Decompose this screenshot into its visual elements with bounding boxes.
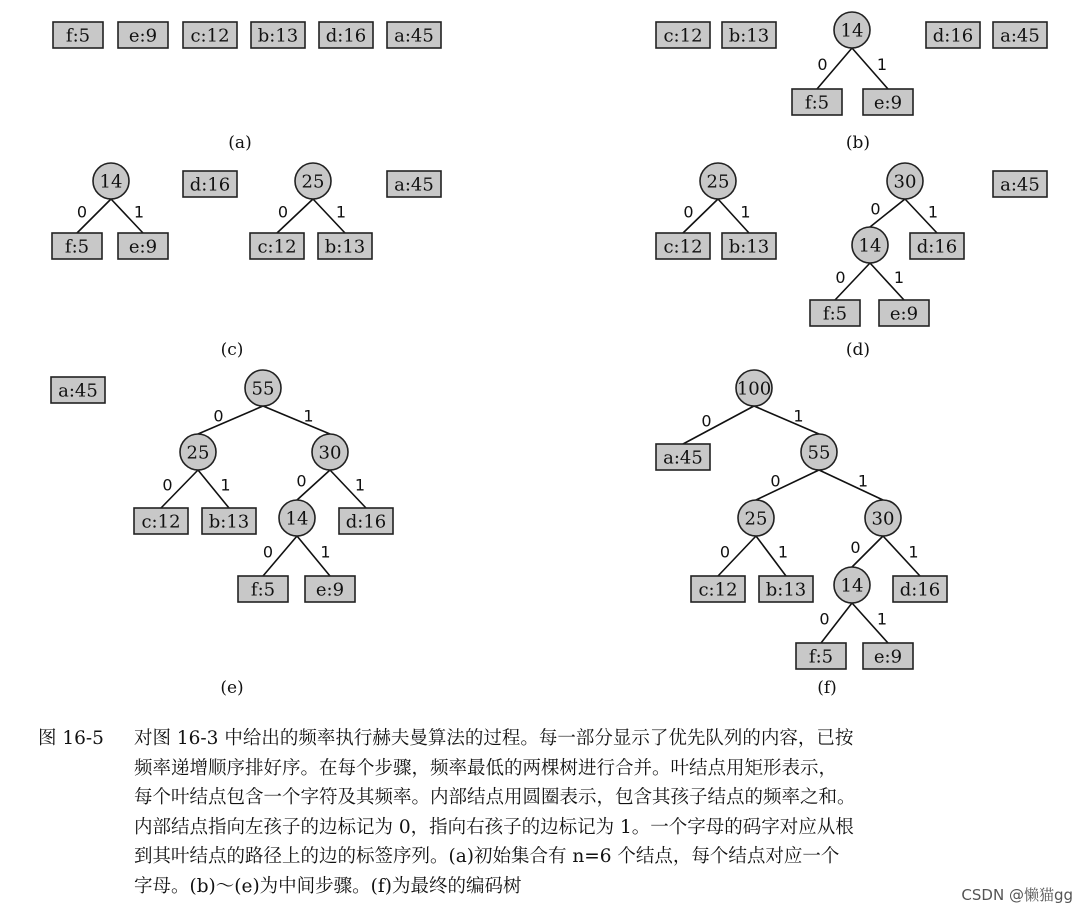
leaf-node	[993, 171, 1047, 197]
leaf-node	[251, 22, 305, 48]
leaf-node	[656, 233, 710, 259]
internal-node-label: 14	[840, 575, 864, 597]
leaf-node-label: e:9	[128, 236, 158, 258]
tree-edge	[819, 603, 852, 643]
leaf-node	[879, 300, 929, 326]
internal-node	[700, 163, 736, 199]
leaf-node	[993, 22, 1047, 48]
edge-label: 0	[76, 202, 88, 222]
edge-label: 0	[162, 475, 173, 495]
leaf-node	[759, 576, 813, 602]
leaf-node-label: c:12	[663, 25, 703, 47]
leaf-node-label: c:12	[663, 236, 703, 258]
leaf-node-label: f:5	[65, 25, 91, 47]
leaf-node-label: b:13	[324, 236, 366, 258]
leaf-node	[691, 576, 745, 602]
caption-line: 到其叶结点的路径上的边的标签序列。(a)初始集合有 n=6 个结点，每个结点对应一个	[134, 846, 840, 867]
leaf-node-label: f:5	[64, 236, 90, 258]
leaf-node-label: b:13	[728, 25, 770, 47]
edge-label: 1	[793, 406, 804, 426]
leaf-node	[910, 233, 964, 259]
tree-edge	[297, 536, 331, 576]
leaf-node-label: d:16	[345, 511, 387, 533]
leaf-node-label: b:13	[208, 511, 250, 533]
edge-label: 0	[817, 55, 828, 74]
internal-node-label: 55	[251, 378, 275, 400]
edge-label: 0	[277, 202, 289, 222]
internal-node-label: 25	[744, 508, 768, 530]
leaf-node	[118, 22, 168, 48]
internal-node	[887, 163, 923, 199]
internal-node	[295, 163, 331, 199]
internal-node	[93, 163, 129, 199]
leaf-node	[656, 22, 710, 48]
internal-node	[834, 12, 870, 48]
edge-label: 1	[777, 542, 789, 562]
leaf-node	[722, 233, 776, 259]
leaf-node-label: c:12	[698, 579, 738, 601]
edge-label: 1	[893, 268, 905, 287]
leaf-node-label: a:45	[1000, 174, 1040, 196]
edge-label: 0	[819, 609, 830, 629]
tree-edge	[905, 199, 938, 233]
leaf-node-label: d:16	[932, 25, 974, 47]
internal-node-label: 14	[858, 235, 882, 257]
edge-label: 1	[354, 475, 366, 495]
internal-node	[852, 227, 888, 263]
panel-b	[656, 12, 1047, 153]
tree-edge	[835, 263, 870, 300]
tree-edge	[817, 48, 852, 89]
internal-node-label: 30	[893, 171, 917, 193]
leaf-node-label: d:16	[325, 25, 367, 47]
edge-label: 1	[927, 202, 939, 222]
leaf-node	[926, 22, 980, 48]
tree-edge	[756, 470, 819, 500]
internal-node-label: 25	[301, 171, 325, 193]
edge-label: 1	[220, 475, 231, 495]
internal-node	[865, 500, 901, 536]
leaf-node-label: e:9	[873, 646, 903, 668]
internal-node	[736, 370, 772, 406]
leaf-node-label: e:9	[315, 579, 345, 601]
internal-node	[738, 500, 774, 536]
leaf-node	[52, 233, 102, 259]
internal-node	[801, 434, 837, 470]
leaf-node-label: f:5	[822, 303, 848, 325]
panel-label: (d)	[845, 340, 871, 360]
leaf-node-label: a:45	[394, 174, 434, 196]
panel-label: (b)	[845, 133, 871, 153]
leaf-node-label: e:9	[889, 303, 919, 325]
tree-edge	[313, 199, 346, 233]
caption-line: 内部结点指向左孩子的边标记为 0，指向右孩子的边标记为 1。一个字母的码字对应从根	[134, 816, 854, 838]
leaf-node	[134, 508, 188, 534]
leaf-node-label: e:9	[128, 25, 158, 47]
leaf-node	[387, 22, 441, 48]
internal-node-label: 14	[99, 171, 123, 193]
leaf-node-label: b:13	[765, 579, 807, 601]
tree-edge	[852, 48, 888, 89]
edge-label: 0	[213, 406, 224, 426]
edge-label: 1	[335, 202, 347, 222]
tree-edge	[756, 536, 788, 576]
leaf-node-label: d:16	[189, 174, 231, 196]
tree-edge	[296, 470, 330, 500]
leaf-node	[792, 89, 842, 115]
tree-edge	[330, 470, 366, 508]
leaf-node-label: a:45	[1000, 25, 1040, 47]
tree-edge	[263, 406, 330, 434]
tree-edge	[870, 263, 904, 300]
edge-label: 1	[133, 202, 145, 222]
edge-label: 1	[876, 55, 888, 74]
tree-edge	[77, 199, 111, 233]
internal-node	[245, 370, 281, 406]
leaf-node-label: a:45	[58, 380, 98, 402]
tree-edge	[111, 199, 144, 233]
leaf-node-label: f:5	[804, 92, 830, 114]
leaf-node-label: b:13	[257, 25, 299, 47]
tree-edge	[718, 199, 751, 233]
tree-edge	[870, 199, 905, 227]
leaf-node-label: f:5	[808, 646, 834, 668]
edge-label: 1	[908, 542, 919, 562]
leaf-node-label: b:13	[728, 236, 770, 258]
internal-node	[312, 434, 348, 470]
leaf-node	[183, 171, 237, 197]
caption-line: 频率递增顺序排好序。在每个步骤，频率最低的两棵树进行合并。叶结点用矩形表示，	[134, 757, 838, 779]
caption-line: 字母。(b)～(e)为中间步骤。(f)为最终的编码树	[134, 875, 522, 897]
internal-node-label: 14	[840, 20, 864, 42]
leaf-node	[118, 233, 168, 259]
tree-edge	[718, 536, 756, 576]
internal-node-label: 25	[706, 171, 730, 193]
internal-node	[834, 567, 870, 603]
panel-a	[53, 22, 441, 153]
leaf-node-label: d:16	[899, 579, 941, 601]
leaf-node	[863, 89, 913, 115]
edge-label: 0	[262, 542, 274, 562]
tree-edge	[198, 406, 263, 434]
panel-label: (a)	[228, 133, 252, 153]
panel-e	[51, 370, 393, 698]
tree-edge	[883, 536, 920, 576]
panel-f	[656, 370, 947, 698]
internal-node-label: 100	[736, 378, 772, 400]
edge-label: 0	[870, 199, 881, 219]
leaf-node	[183, 22, 237, 48]
watermark: CSDN @懒猫gg	[961, 886, 1073, 904]
internal-node-label: 30	[318, 442, 342, 464]
panel-label: (e)	[220, 678, 244, 698]
edge-label: 0	[296, 471, 307, 491]
caption-text	[134, 724, 1068, 901]
leaf-node-label: e:9	[873, 92, 903, 114]
leaf-node-label: c:12	[257, 236, 297, 258]
internal-node-label: 14	[285, 508, 309, 530]
panel-d	[656, 163, 1047, 360]
edge-label: 0	[701, 411, 712, 431]
tree-edge	[683, 199, 718, 233]
panel-c	[52, 163, 441, 360]
leaf-node	[51, 377, 105, 403]
edge-label: 1	[320, 542, 331, 562]
leaf-node-label: d:16	[916, 236, 958, 258]
edge-label: 0	[850, 538, 861, 557]
panel-label: (c)	[220, 340, 244, 360]
edge-label: 0	[770, 471, 781, 491]
leaf-node-label: c:12	[141, 511, 181, 533]
caption-line: 每个叶结点包含一个字符及其频率。内部结点用圆圈表示，包含其孩子结点的频率之和。	[134, 787, 856, 808]
leaf-node	[202, 508, 256, 534]
tree-edge	[819, 470, 883, 500]
leaf-node	[656, 444, 710, 470]
leaf-node-label: c:12	[190, 25, 230, 47]
leaf-node-label: a:45	[394, 25, 434, 47]
internal-node-label: 30	[871, 508, 895, 530]
edge-label: 1	[303, 406, 314, 426]
panel-label: (f)	[817, 678, 837, 698]
tree-edge	[683, 406, 754, 444]
internal-node	[180, 434, 216, 470]
edge-label: 1	[740, 202, 751, 222]
figure-caption	[38, 724, 1068, 901]
tree-edge	[198, 470, 231, 508]
edge-label: 0	[683, 202, 694, 222]
leaf-node	[796, 643, 846, 669]
tree-edge	[850, 536, 883, 567]
edge-label: 0	[835, 268, 846, 287]
internal-node	[279, 500, 315, 536]
leaf-node	[318, 233, 372, 259]
tree-edge	[277, 199, 313, 233]
tree-edge	[754, 406, 819, 434]
internal-node-label: 25	[186, 442, 210, 464]
leaf-node	[863, 643, 913, 669]
tree-edge	[263, 536, 297, 576]
leaf-node	[387, 171, 441, 197]
leaf-node	[893, 576, 947, 602]
leaf-node	[238, 576, 288, 602]
figure-number: 图 16-5	[38, 728, 104, 749]
edge-label: 0	[719, 542, 731, 562]
leaf-node-label: f:5	[250, 579, 276, 601]
leaf-node	[319, 22, 373, 48]
leaf-node	[810, 300, 860, 326]
leaf-node	[305, 576, 355, 602]
edge-label: 1	[857, 471, 869, 491]
leaf-node	[722, 22, 776, 48]
internal-node-label: 55	[807, 442, 831, 464]
edge-label: 1	[876, 609, 888, 629]
leaf-node	[250, 233, 304, 259]
tree-edge	[161, 470, 198, 508]
leaf-node	[339, 508, 393, 534]
caption-line: 对图 16-3 中给出的频率执行赫夫曼算法的过程。每一部分显示了优先队列的内容，已按	[134, 728, 854, 749]
leaf-node-label: a:45	[663, 447, 703, 469]
tree-edge	[852, 603, 888, 643]
leaf-node	[53, 22, 103, 48]
